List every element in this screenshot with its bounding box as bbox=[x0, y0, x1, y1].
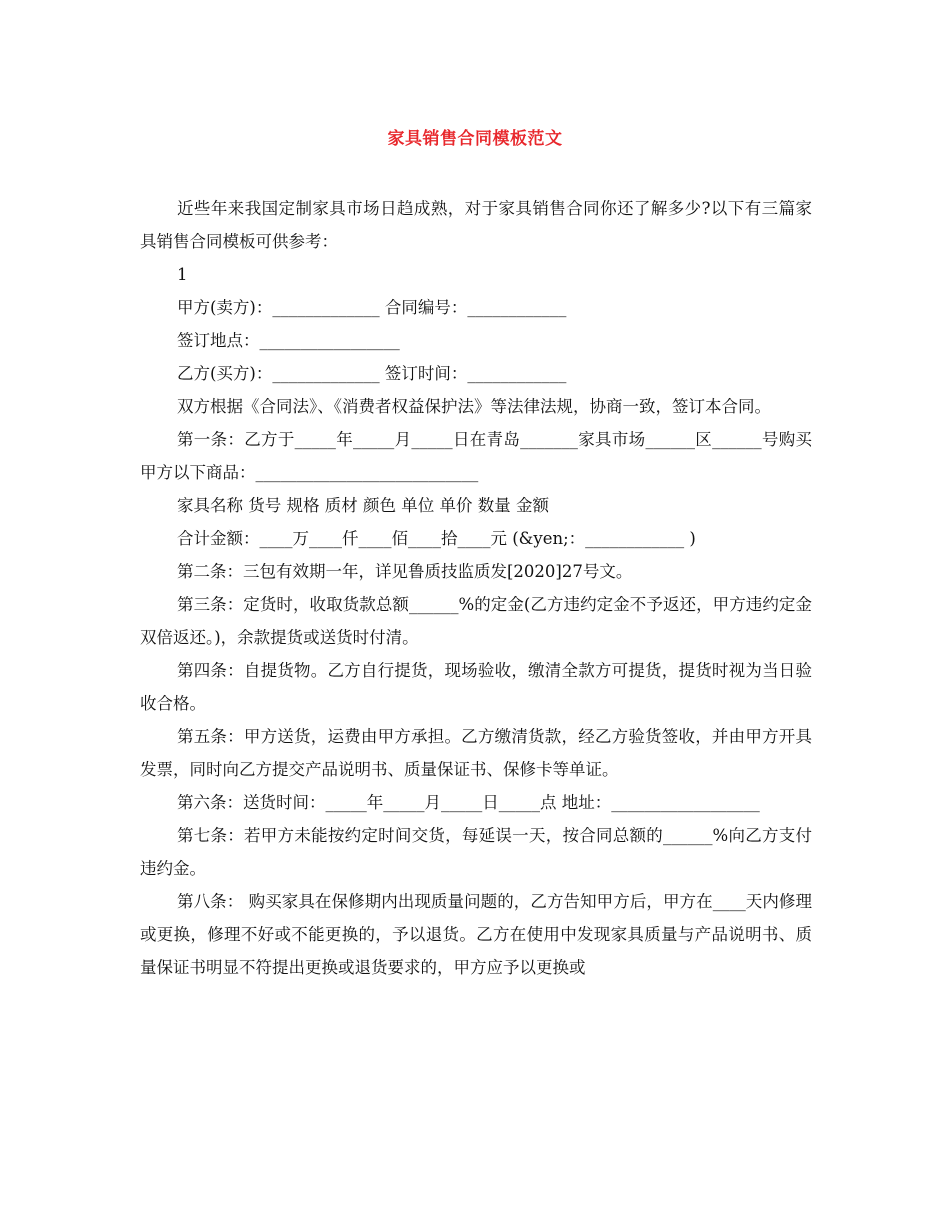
paragraph-total-amount: 合计金额：____万____仟____佰____拾____元 (&yen;：____________ ) bbox=[177, 529, 696, 548]
document-title: 家具销售合同模板范文 bbox=[387, 129, 563, 149]
paragraph-signing-place: 签订地点：_________________ bbox=[177, 331, 400, 350]
paragraph-item-columns: 家具名称 货号 规格 质材 颜色 单位 单价 数量 金额 bbox=[177, 496, 549, 515]
document-body bbox=[140, 192, 812, 984]
paragraph-intro: 近些年来我国定制家具市场日趋成熟，对于家具销售合同你还了解多少?以下有三篇家具销售合同模板可供参考： bbox=[140, 199, 812, 251]
paragraph-agreement: 双方根据《合同法》、《消费者权益保护法》等法律法规，协商一致，签订本合同。 bbox=[177, 397, 771, 416]
paragraph-article-6: 第六条：送货时间：_____年_____月_____日_____点 地址：__________________ bbox=[177, 793, 760, 812]
paragraph-article-2: 第二条：三包有效期一年，详见鲁质技监质发[2020]27号文。 bbox=[177, 562, 633, 581]
paragraph-article-3: 第三条：定货时，收取货款总额______%的定金(乙方违约定金不予返还，甲方违约定金双倍返还。)，余款提货或送货时付清。 bbox=[140, 595, 812, 647]
paragraph-article-8: 第八条： 购买家具在保修期内出现质量问题的，乙方告知甲方后，甲方在____天内修理或更换，修理不好或不能更换的，予以退货。乙方在使用中发现家具质量与产品说明书、质量保证书明显不符提出更换或退货要求的，甲方应予以更换或 bbox=[140, 892, 812, 977]
paragraph-article-5: 第五条：甲方送货，运费由甲方承担。乙方缴清货款，经乙方验货签收，并由甲方开具发票，同时向乙方提交产品说明书、质量保证书、保修卡等单证。 bbox=[140, 727, 812, 779]
paragraph-party-a: 甲方(卖方)：_____________ 合同编号：____________ bbox=[177, 298, 567, 317]
paragraph-article-1: 第一条：乙方于_____年_____月_____日在青岛_______家具市场______区______号购买甲方以下商品：___________________________ bbox=[140, 430, 812, 482]
paragraph-section-number: 1 bbox=[177, 265, 188, 284]
paragraph-party-b: 乙方(买方)：_____________ 签订时间：____________ bbox=[177, 364, 567, 383]
paragraph-article-4: 第四条：自提货物。乙方自行提货，现场验收，缴清全款方可提货，提货时视为当日验收合格。 bbox=[140, 661, 812, 713]
paragraph-article-7: 第七条：若甲方未能按约定时间交货，每延误一天，按合同总额的______%向乙方支付违约金。 bbox=[140, 826, 812, 878]
